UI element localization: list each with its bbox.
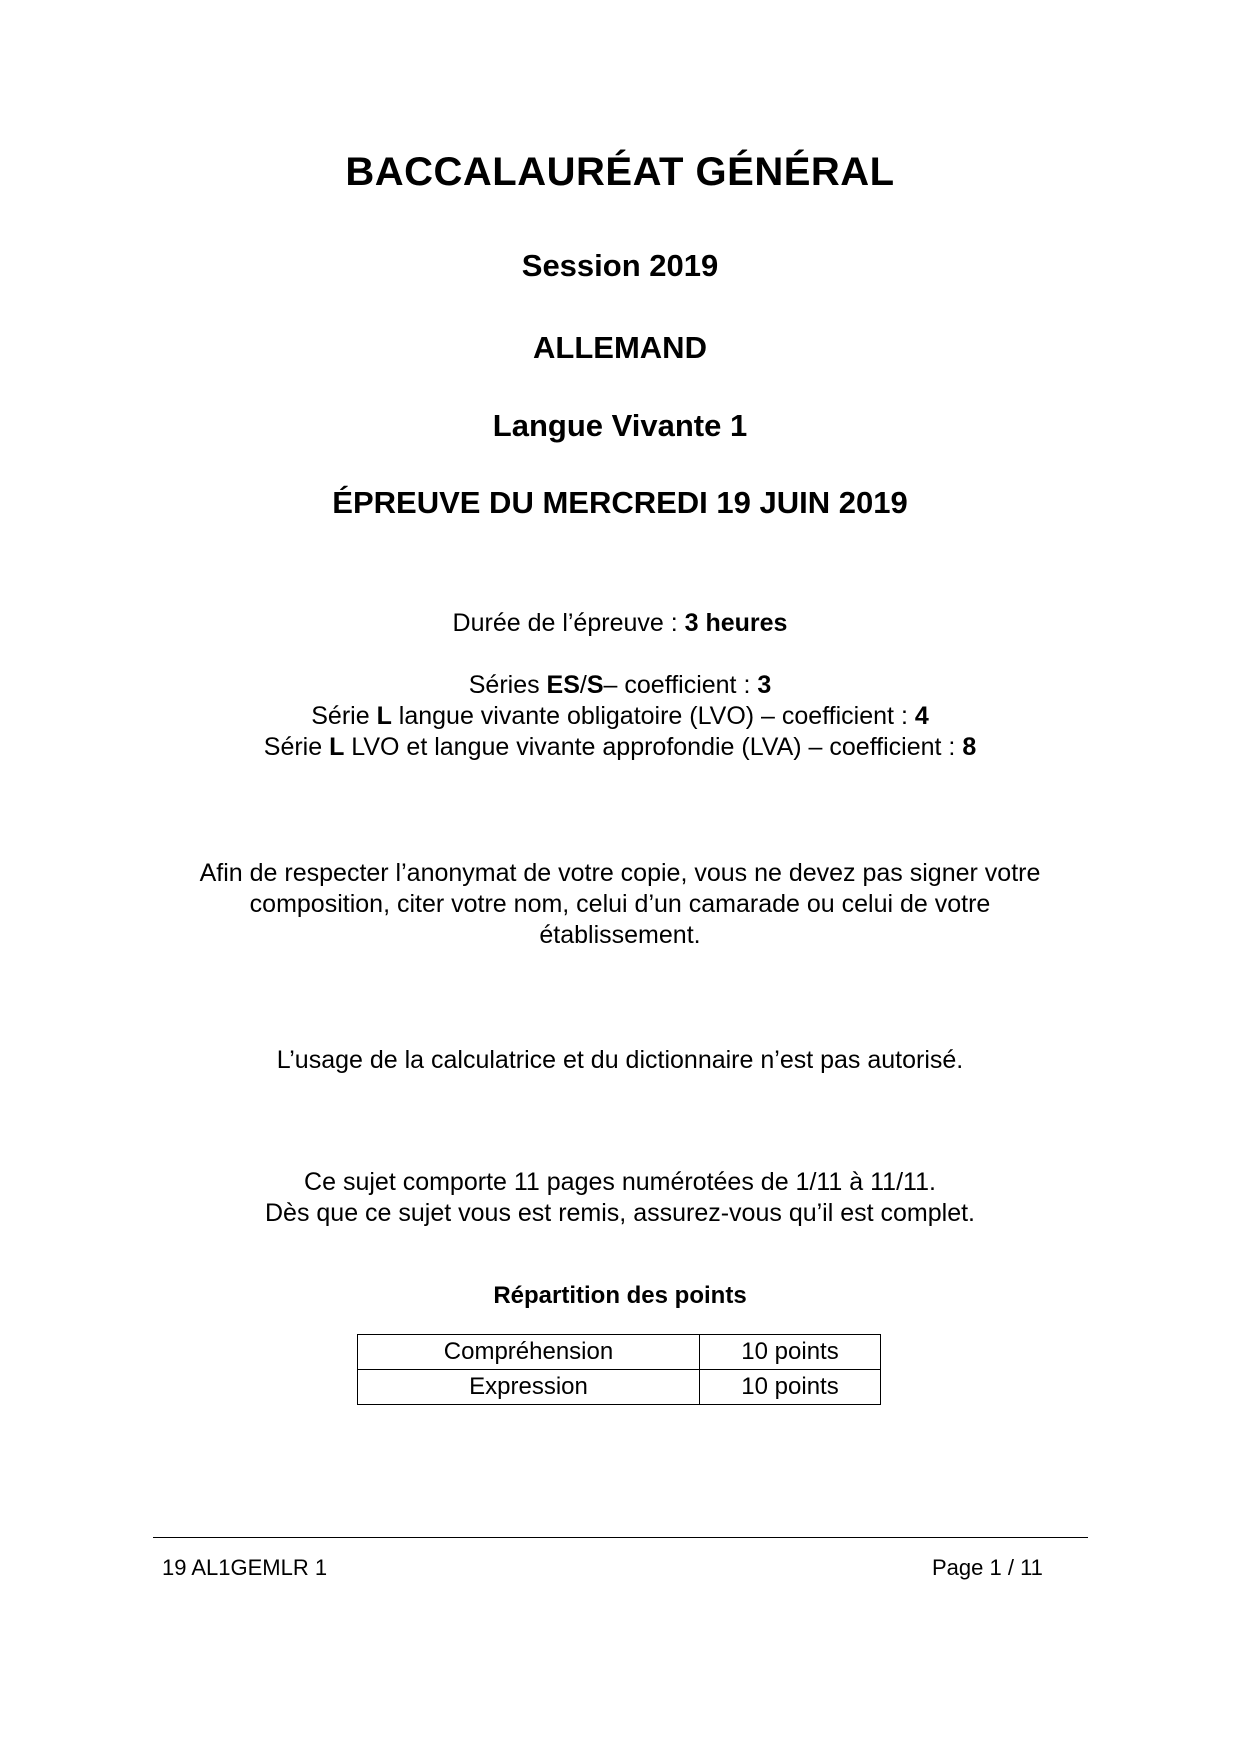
table-cell-section: Compréhension — [358, 1335, 700, 1370]
table-cell-points: 10 points — [700, 1370, 881, 1405]
anonymity-line: établissement. — [539, 921, 701, 949]
duration-label: Durée de l’épreuve : — [452, 609, 685, 637]
exam-duration — [0, 608, 1240, 639]
series-line: Séries ES/S– coefficient : 3 — [468, 671, 772, 699]
series-line: Série L LVO et langue vivante approfondie (LVA) – coefficient : 8 — [263, 733, 977, 761]
table-cell-points: 10 points — [700, 1335, 881, 1370]
points-table — [357, 1334, 881, 1405]
footer-page-number: Page 1 / 11 — [932, 1555, 1043, 1580]
series-coefficients — [0, 670, 1240, 763]
table-cell-section: Expression — [358, 1370, 700, 1405]
footer-exam-code: 19 AL1GEMLR 1 — [162, 1555, 328, 1580]
duration-value: 3 heures — [684, 609, 788, 637]
anonymity-notice — [0, 858, 1240, 951]
anonymity-line: composition, citer votre nom, celui d’un camarade ou celui de votre — [249, 890, 991, 918]
session-heading: Session 2019 — [521, 248, 719, 283]
exam-date-heading: ÉPREUVE DU MERCREDI 19 JUIN 2019 — [332, 485, 908, 520]
points-table-title: Répartition des points — [493, 1282, 747, 1309]
table-row — [358, 1335, 881, 1370]
table-row — [358, 1370, 881, 1405]
pages-line: Dès que ce sujet vous est remis, assurez-vous qu’il est complet. — [264, 1199, 976, 1227]
document-title: BACCALAURÉAT GÉNÉRAL — [345, 150, 895, 194]
series-line: Série L langue vivante obligatoire (LVO) – coefficient : 4 — [311, 702, 929, 730]
footer-divider — [153, 1537, 1088, 1538]
pages-notice — [0, 1167, 1240, 1229]
calculator-notice: L’usage de la calculatrice et du dictionnaire n’est pas autorisé. — [276, 1046, 964, 1074]
language-level-heading: Langue Vivante 1 — [492, 408, 748, 443]
pages-line: Ce sujet comporte 11 pages numérotées de 1/11 à 11/11. — [304, 1168, 936, 1196]
subject-heading: ALLEMAND — [533, 330, 707, 365]
anonymity-line: Afin de respecter l’anonymat de votre copie, vous ne devez pas signer votre — [199, 859, 1041, 887]
